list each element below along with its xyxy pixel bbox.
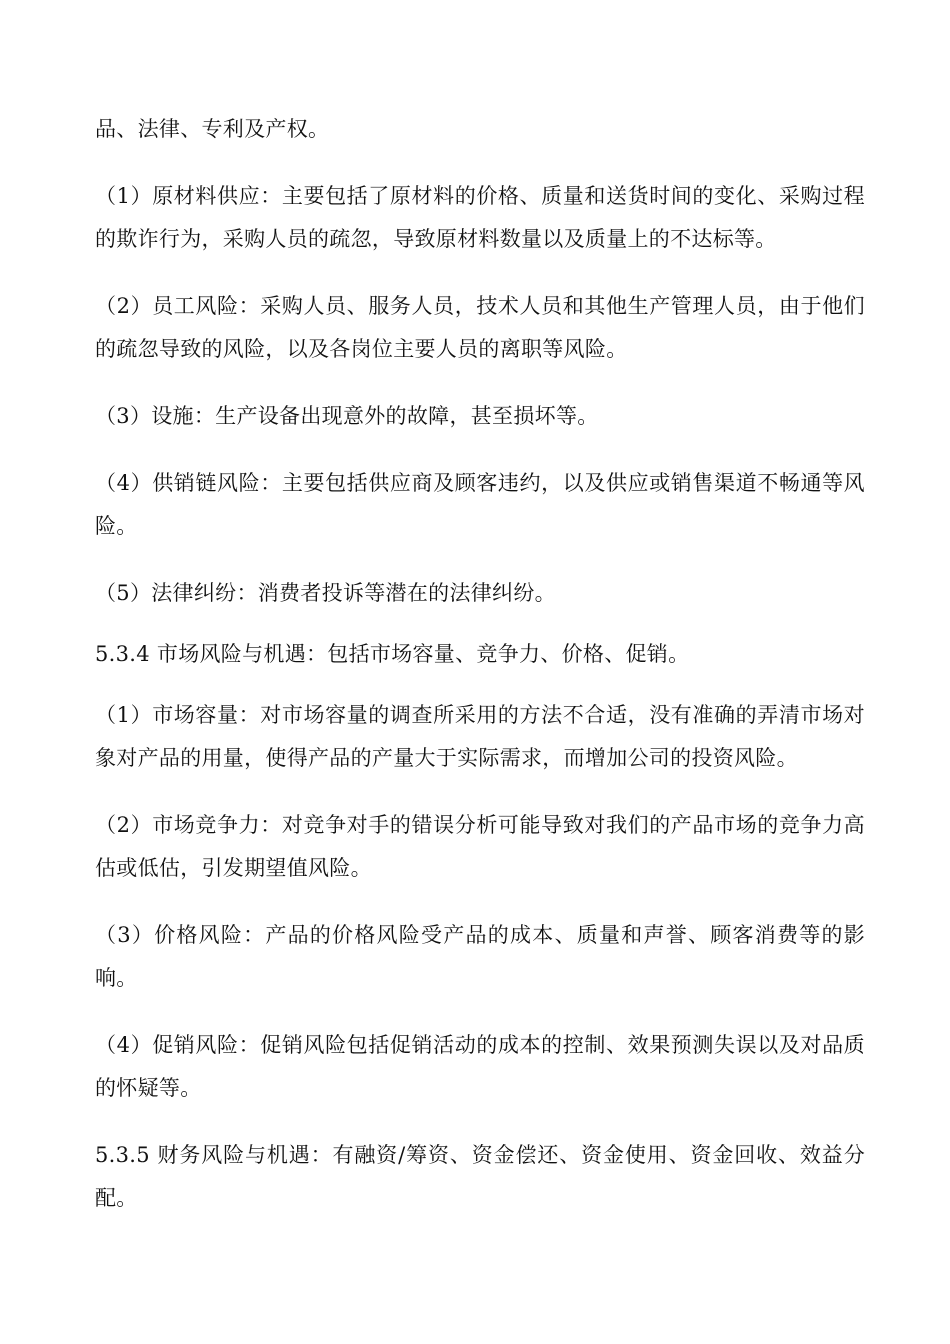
paragraph-price-risk: （3）价格风险：产品的价格风险受产品的成本、质量和声誉、顾客消费等的影响。 [95, 923, 865, 990]
section-heading-market-risk: 5.3.4 市场风险与机遇：包括市场容量、竞争力、价格、促销。 [95, 642, 690, 666]
section-heading-financial-risk: 5.3.5 财务风险与机遇：有融资/筹资、资金偿还、资金使用、资金回收、效益分配。 [95, 1143, 865, 1210]
paragraph-market-capacity: （1）市场容量：对市场容量的调查所采用的方法不合适，没有准确的弄清市场对象对产品的用量，使得产品的产量大于实际需求，而增加公司的投资风险。 [95, 703, 865, 770]
paragraph-raw-material-supply: （1）原材料供应：主要包括了原材料的价格、质量和送货时间的变化、采购过程的欺诈行为，采购人员的疏忽，导致原材料数量以及质量上的不达标等。 [95, 184, 865, 251]
paragraph-legal-dispute: （5）法律纠纷：消费者投诉等潜在的法律纠纷。 [95, 581, 556, 605]
document-page [95, 108, 865, 1230]
paragraph-promotion-risk: （4）促销风险：促销风险包括促销活动的成本的控制、效果预测失误以及对品质的怀疑等。 [95, 1033, 865, 1100]
paragraph-supply-chain-risk: （4）供销链风险：主要包括供应商及顾客违约，以及供应或销售渠道不畅通等风险。 [95, 471, 865, 538]
paragraph-employee-risk: （2）员工风险：采购人员、服务人员，技术人员和其他生产管理人员，由于他们的疏忽导致的风险，以及各岗位主要人员的离职等风险。 [95, 294, 865, 361]
paragraph-intro-tail: 品、法律、专利及产权。 [95, 117, 330, 141]
paragraph-market-competitiveness: （2）市场竞争力：对竞争对手的错误分析可能导致对我们的产品市场的竞争力高估或低估，引发期望值风险。 [95, 813, 865, 880]
paragraph-facilities: （3）设施：生产设备出现意外的故障，甚至损坏等。 [95, 404, 599, 428]
